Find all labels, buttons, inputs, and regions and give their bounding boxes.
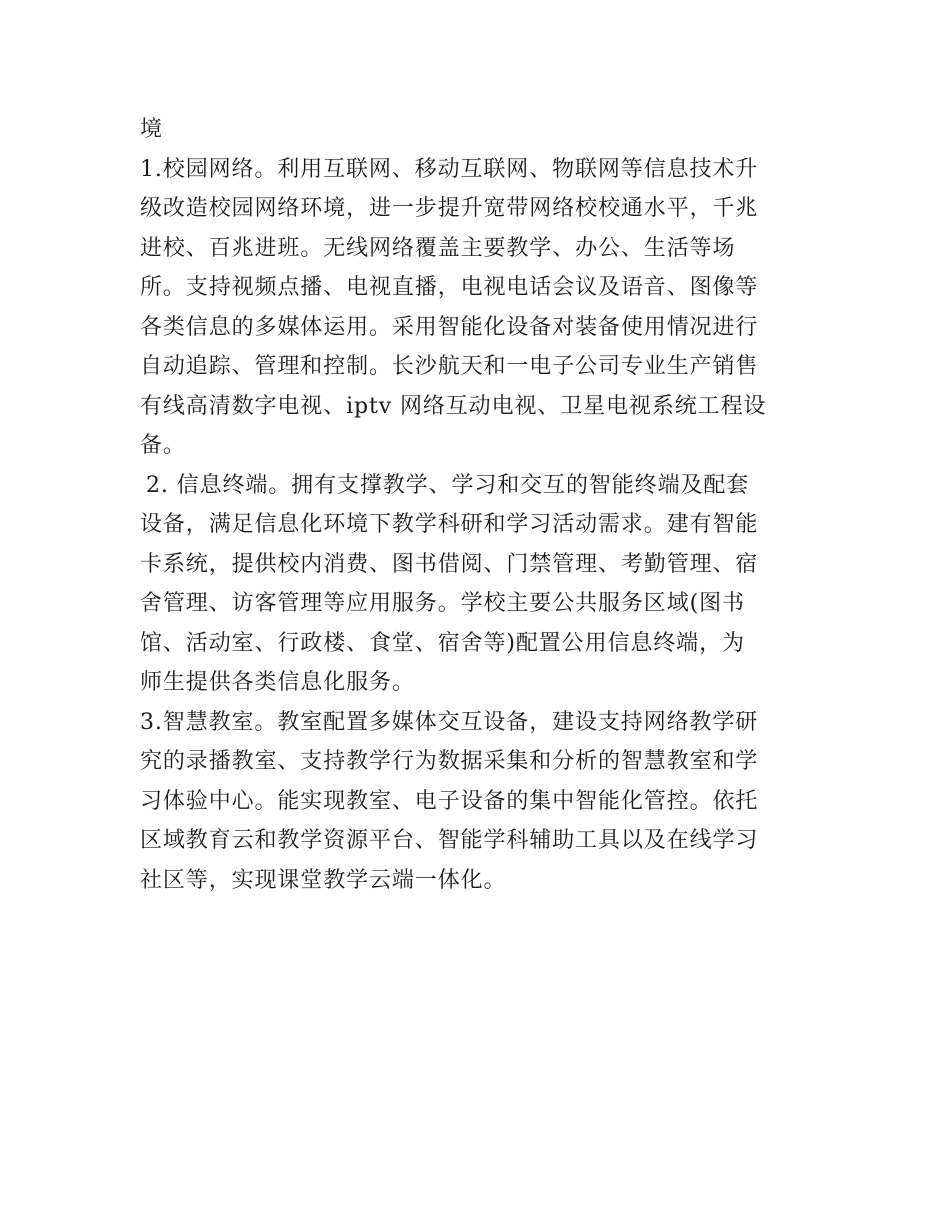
text-line: 各类信息的多媒体运用。采用智能化设备对装备使用情况进行 xyxy=(140,314,759,340)
text-line: 习体验中心。能实现教室、电子设备的集中智能化管控。依托 xyxy=(140,788,759,814)
text-line: 馆、活动室、行政楼、食堂、宿舍等)配置公用信息终端，为 xyxy=(140,630,745,656)
text-line: 区域教育云和教学资源平台、智能学科辅助工具以及在线学习 xyxy=(140,828,759,853)
text-line: 所。支持视频点播、电视直播，电视电话会议及语音、图像等 xyxy=(140,275,759,300)
text-line: 设备，满足信息化环境下教学科研和学习活动需求。建有智能 xyxy=(140,512,759,537)
text-line: 级改造校园网络环境，进一步提升宽带网络校校通水平，千兆 xyxy=(140,196,759,221)
section-heading-line: 3.智慧教室。教室配置多媒体交互设备，建设支持网络教学研 xyxy=(140,709,759,735)
text-line: 究的录播教室、支持教学行为数据采集和分析的智慧教室和学 xyxy=(140,749,759,774)
text-line: 师生提供各类信息化服务。 xyxy=(140,670,415,695)
text-line: 自动追踪、管理和控制。长沙航天和一电子公司专业生产销售 xyxy=(140,354,759,379)
text-line: 舍管理、访客管理等应用服务。学校主要公共服务区域(图书 xyxy=(140,591,745,616)
section-heading-line: 2. 信息终端。拥有支撑教学、学习和交互的智能终端及配套 xyxy=(146,472,750,498)
body-text xyxy=(140,110,820,900)
text-line: 进校、百兆进班。无线网络覆盖主要教学、办公、生活等场 xyxy=(140,235,736,261)
text-line: 卡系统，提供校内消费、图书借阅、门禁管理、考勤管理、宿 xyxy=(140,551,759,577)
section-heading-line: 1.校园网络。利用互联网、移动互联网、物联网等信息技术升 xyxy=(140,156,759,182)
text-line: 有线高清数字电视、iptv 网络互动电视、卫星电视系统工程设 xyxy=(140,393,767,419)
text-line: 境 xyxy=(140,117,163,142)
text-line: 备。 xyxy=(140,433,186,458)
text-line: 社区等，实现课堂教学云端一体化。 xyxy=(140,867,507,893)
